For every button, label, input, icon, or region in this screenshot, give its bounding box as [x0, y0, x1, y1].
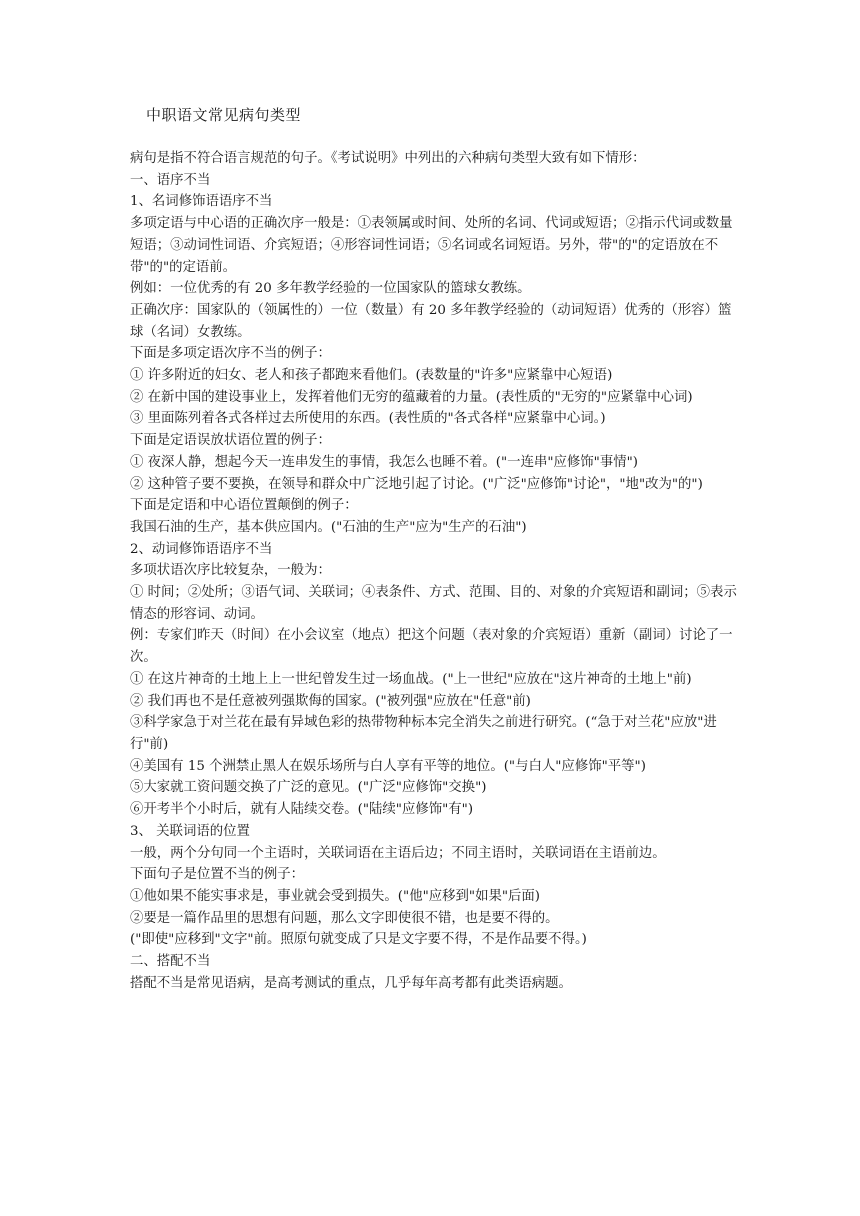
paragraph: 下面句子是位置不当的例子：	[130, 867, 305, 883]
example-item: 我国石油的生产，基本供应国内。("石油的生产"应为"生产的石油")	[130, 519, 527, 535]
example-item: ④美国有 15 个洲禁止黑人在娱乐场所与白人享有平等的地位。("与白人"应修饰"平等")	[130, 758, 646, 774]
example-item: ① 夜深人静，想起今天一连串发生的事情，我怎么也睡不着。("一连串"应修饰"事情")	[130, 454, 639, 470]
subsection-heading: 2、动词修饰语语序不当	[130, 541, 273, 557]
example-item: ② 这种管子要不要换，在领导和群众中广泛地引起了讨论。("广泛"应修饰"讨论"，"地"改为"的")	[130, 476, 703, 492]
paragraph: 一般，两个分句同一个主语时，关联词语在主语后边；不同主语时，关联词语在主语前边。	[130, 845, 666, 861]
example-item: ② 我们再也不是任意被列强欺侮的国家。("被列强"应放在"任意"前)	[130, 693, 531, 709]
example-item: ⑤大家就工资问题交换了广泛的意见。("广泛"应修饰"交换")	[130, 780, 487, 796]
example-item: ② 在新中国的建设事业上，发挥着他们无穷的蕴藏着的力量。(表性质的"无穷的"应紧靠中心词)	[130, 389, 693, 405]
section-heading: 一、语序不当	[130, 172, 211, 188]
paragraph: 正确次序：国家队的（领属性的）一位（数量）有 20 多年教学经验的（动词短语）优秀的（形容）篮球（名词）女教练。	[130, 302, 732, 340]
paragraph: ("即使"应移到"文字"前。照原句就变成了只是文字要不得，不是作品要不得。)	[130, 932, 587, 948]
example-item: ① 在这片神奇的土地上上一世纪曾发生过一场血战。("上一世纪"应放在"这片神奇的土地上"前)	[130, 671, 692, 687]
paragraph: 下面是定语和中心语位置颠倒的例子：	[130, 498, 358, 514]
paragraph: 下面是定语误放状语位置的例子：	[130, 433, 331, 449]
document-body	[130, 148, 742, 994]
subsection-heading: 1、名词修饰语语序不当	[130, 194, 273, 210]
example-item: ① 许多附近的妇女、老人和孩子都跑来看他们。(表数量的"许多"应紧靠中心短语)	[130, 368, 613, 384]
paragraph: 例：专家们昨天（时间）在小会议室（地点）把这个问题（表对象的介宾短语）重新（副词）讨论了一次。	[130, 628, 733, 666]
paragraph: 多项定语与中心语的正确次序一般是：①表领属或时间、处所的名词、代词或短语；②指示代词或数量短语；③动词性词语、介宾短语；④形容词性词语；⑤名词或名词短语。另外，带"的"的定语放在不带"的"的定语前。	[130, 216, 733, 275]
document-title: 中职语文常见病句类型	[146, 106, 302, 124]
section-heading: 二、搭配不当	[130, 954, 211, 970]
paragraph: ① 时间；②处所；③语气词、关联词；④表条件、方式、范围、目的、对象的介宾短语和副词；⑤表示情态的形容词、动词。	[130, 585, 737, 622]
paragraph: 多项状语次序比较复杂，一般为：	[130, 563, 331, 579]
subsection-heading: 3、 关联词语的位置	[130, 823, 250, 839]
paragraph: 例如：一位优秀的有 20 多年教学经验的一位国家队的篮球女教练。	[130, 281, 531, 297]
example-item: ③ 里面陈列着各式各样过去所使用的东西。(表性质的"各式各样"应紧靠中心词。)	[130, 411, 606, 427]
example-item: ③科学家急于对兰花在最有异域色彩的热带物种标本完全消失之前进行研究。(“急于对兰花"应放"进行"前)	[130, 715, 717, 752]
paragraph: 下面是多项定语次序不当的例子：	[130, 346, 331, 362]
example-item: ⑥开考半个小时后，就有人陆续交卷。("陆续"应修饰"有")	[130, 802, 474, 818]
example-item: ①他如果不能实事求是，事业就会受到损失。("他"应移到"如果"后面)	[130, 888, 541, 904]
paragraph: 病句是指不符合语言规范的句子。《考试说明》中列出的六种病句类型大致有如下情形：	[130, 151, 646, 166]
example-item: ②要是一篇作品里的思想有问题，那么文字即使很不错，也是要不得的。	[130, 910, 559, 926]
paragraph: 搭配不当是常见语病，是高考测试的重点，几乎每年高考都有此类语病题。	[130, 975, 572, 991]
